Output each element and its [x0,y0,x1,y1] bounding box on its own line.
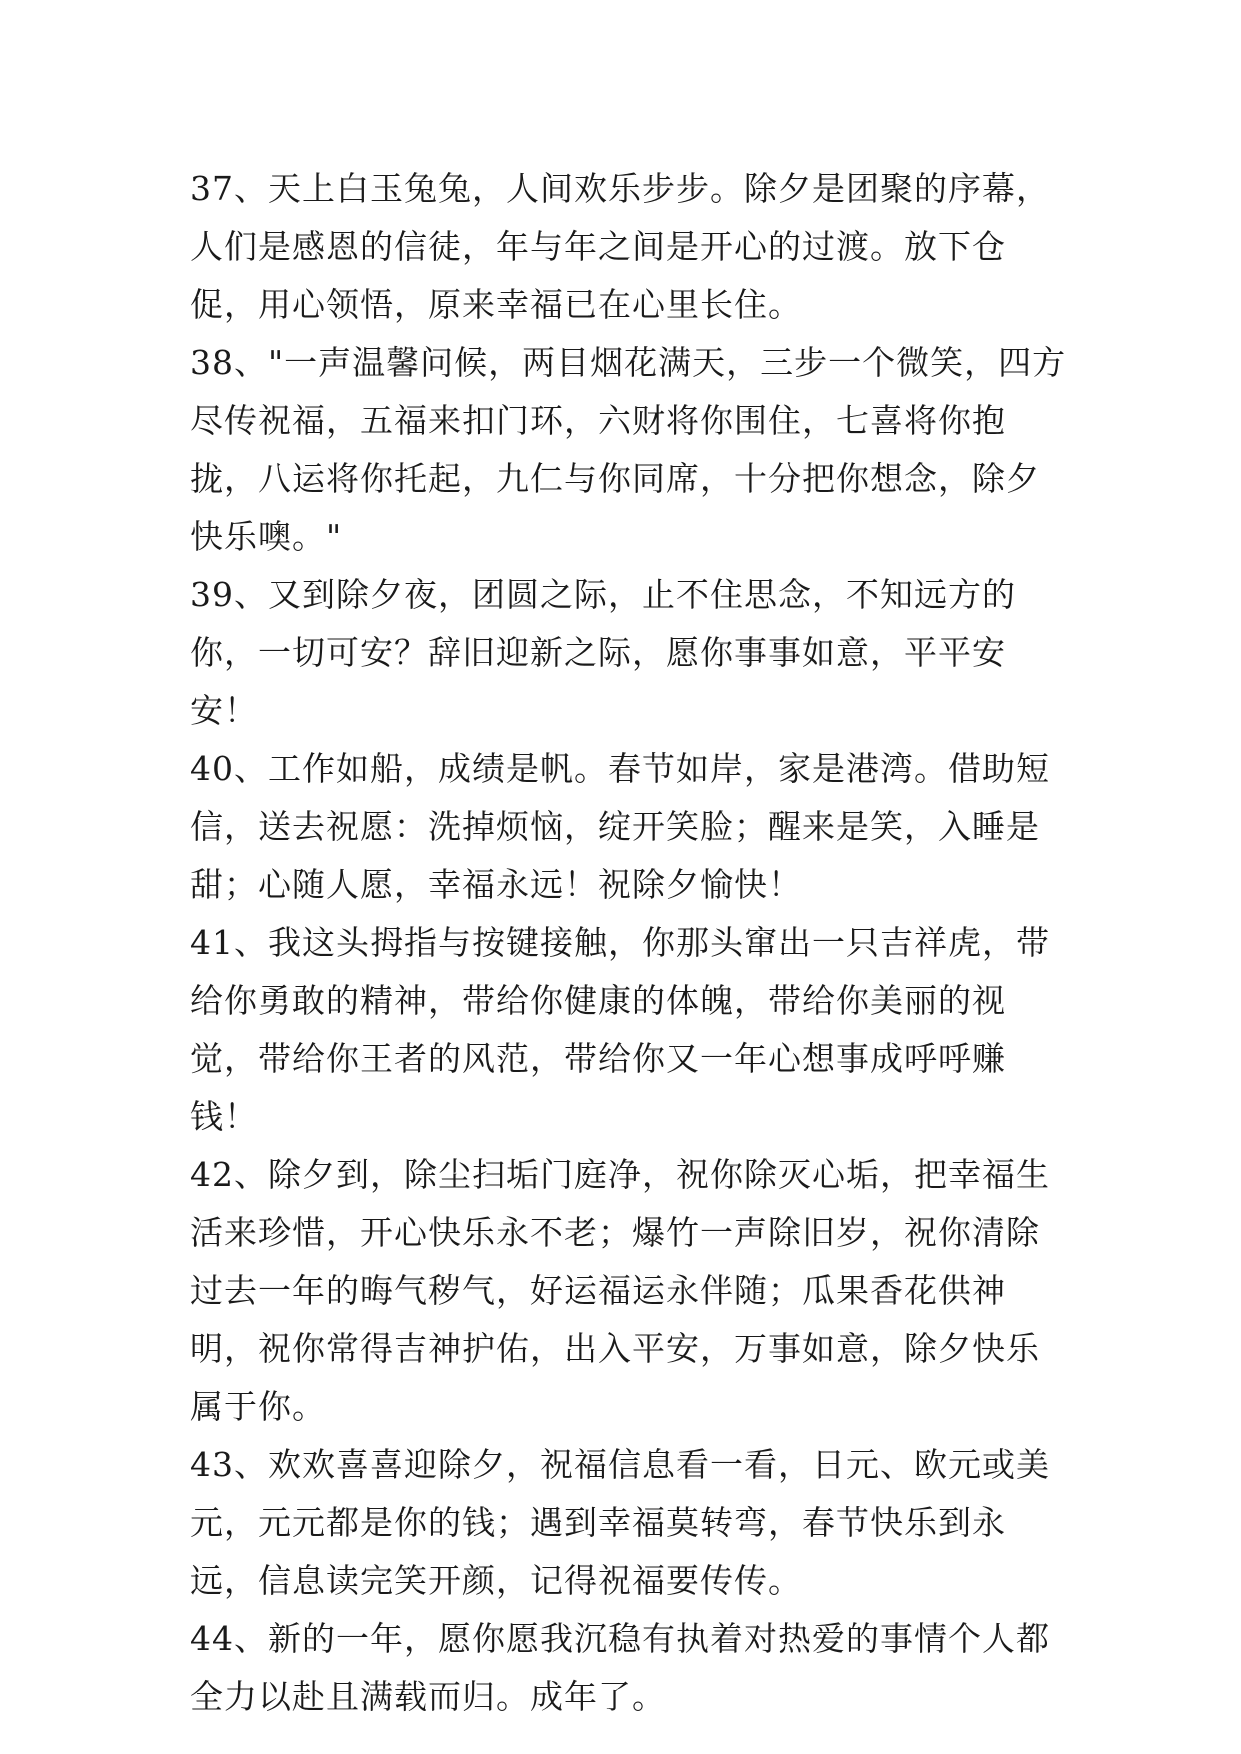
entry-38: 38、"一声温馨问候，两目烟花满天，三步一个微笑，四方尽传祝福，五福来扣门环，六财将你围住，七喜将你抱拢，八运将你托起，九仁与你同席，十分把你想念，除夕快乐噢。" [190,343,1067,556]
entry-37: 37、天上白玉兔兔，人间欢乐步步。除夕是团聚的序幕，人们是感恩的信徒，年与年之间是开心的过渡。放下仓促，用心领悟，原来幸福已在心里长住。 [190,169,1050,324]
entry-40: 40、工作如船，成绩是帆。春节如岸，家是港湾。借助短信，送去祝愿：洗掉烦恼，绽开笑脸；醒来是笑，入睡是甜；心随人愿，幸福永远！祝除夕愉快！ [190,749,1050,904]
entry-44: 44、新的一年，愿你愿我沉稳有执着对热爱的事情个人都全力以赴且满载而归。成年了。 [190,1619,1050,1716]
entry-43: 43、欢欢喜喜迎除夕，祝福信息看一看，日元、欧元或美元，元元都是你的钱；遇到幸福莫转弯，春节快乐到永远，信息读完笑开颜，记得祝福要传传。 [190,1445,1050,1600]
entry-41: 41、我这头拇指与按键接触，你那头窜出一只吉祥虎，带给你勇敢的精神，带给你健康的体魄，带给你美丽的视觉，带给你王者的风范，带给你又一年心想事成呼呼赚钱！ [190,923,1050,1136]
document-body [190,160,1070,1726]
entry-39: 39、又到除夕夜，团圆之际，止不住思念，不知远方的你，一切可安？辞旧迎新之际，愿你事事如意，平平安安！ [190,575,1016,730]
entry-42: 42、除夕到，除尘扫垢门庭净，祝你除灭心垢，把幸福生活来珍惜，开心快乐永不老；爆竹一声除旧岁，祝你清除过去一年的晦气秽气，好运福运永伴随；瓜果香花供神明，祝你常得吉神护佑，出入平安，万事如意，除夕快乐属于你。 [190,1155,1050,1426]
